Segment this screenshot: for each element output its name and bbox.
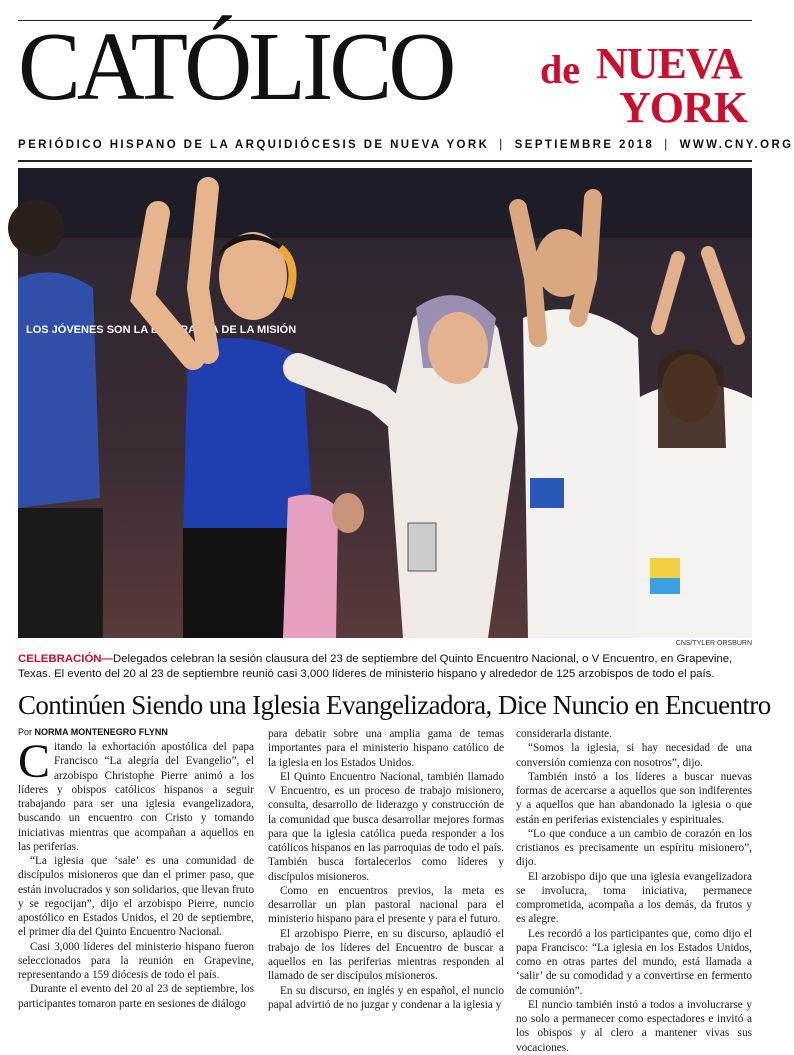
paragraph-text: itando la exhortación apostólica del papa Francisco “La alegría del Evangelio”, el arzobispo Christophe Pierre animó a los líderes y obispos católicos hispanos a seguir trabajando para ser una iglesia evangelizadora, buscando un encuentro con Cristo y tomando iniciativas mientras que acompañan a aquellos en las periferias. — [18, 741, 254, 853]
issue-date: SEPTIEMBRE 2018 — [514, 139, 655, 151]
paragraph — [18, 735, 254, 854]
paragraph: En su discurso, en inglés y en español, el nuncio papal advirtió de no juzgar y condenar a la iglesia y — [268, 984, 504, 1011]
separator: | — [664, 139, 670, 151]
paragraph: para debatir sobre una amplia gama de temas importantes para el ministerio hispano católico de la iglesia en los Estados Unidos. — [268, 728, 504, 769]
masthead-title: CATÓLICO — [18, 13, 453, 121]
paragraph: El arzobispo Pierre, en su discurso, aplaudió el trabajo de los líderes del Encuentro de buscar a aquellos en las periferias mientras responden al llamado de ser discípulos misioneros. — [268, 927, 504, 983]
masthead — [18, 13, 758, 134]
photo-caption — [18, 652, 752, 682]
masthead-subline — [18, 139, 794, 159]
paragraph: El Quinto Encuentro Nacional, también llamado V Encuentro, es un proceso de trabajo misionero, consulta, desarrollo de liderazgo y construcción de la comunidad que busca desarrollar mejores formas para que la iglesia católica pueda responder a los católicos hispanos en las parroquias de todo el país. También busca fortalecerlos como líderes y discípulos misioneros. — [268, 770, 504, 883]
masthead-york: YORK — [619, 83, 747, 132]
paragraph: considerarla distante. — [516, 728, 612, 740]
paragraph: También instó a los líderes a buscar nuevas formas de acercarse a aquellos que son indiferentes y a aquellos que han abandonado la iglesia o que están en periferias existenciales y espirituales. — [516, 770, 752, 826]
photo-credit: CNS/TYLER ORSBURN — [675, 640, 752, 647]
byline-prefix: Por — [18, 727, 33, 737]
paragraph: Durante el evento del 20 al 23 de septiembre, los participantes tomaron parte en sesiones de diálogo — [18, 983, 254, 1010]
masthead-nueva: NUEVA — [596, 39, 742, 88]
paragraph: “Lo que conduce a un cambio de corazón en los cristianos es precisamente un espíritu misionero”, dijo. — [516, 827, 752, 869]
paragraph: “La iglesia que ‘sale’ es una comunidad de discípulos misioneros que dan el primer paso, que están involucrados y son solidarios, que llevan fruto y se regocijan”, dijo el arzobispo Pierre, nuncio apostólico en Estados Unidos, el 20 de septiembre, el primer día del Quinto Encuentro Nacional. — [18, 855, 254, 939]
paragraph: El arzobispo dijo que una iglesia evangelizadora se involucra, toma iniciativa, permanece comprometida, acompaña a los demás, da frutos y es alegre. — [516, 870, 752, 926]
separator: | — [499, 139, 505, 151]
article-column-3 — [516, 727, 752, 1055]
masthead-subtitle: PERIÓDICO HISPANO DE LA ARQUIDIÓCESIS DE NUEVA YORK — [18, 139, 490, 151]
shirt-text: LOS JÓVENES SON LA ESPERANZA DE LA MISIÓN — [26, 324, 297, 336]
lead-photo — [18, 168, 752, 638]
article-headline[interactable]: Continúen Siendo una Iglesia Evangelizadora, Dice Nuncio en Encuentro — [18, 690, 771, 720]
masthead-bottom-rule — [18, 160, 752, 162]
article-column-2 — [268, 727, 504, 1012]
byline-author: NORMA MONTENEGRO FLYNN — [34, 727, 168, 737]
drop-cap: C — [18, 735, 51, 788]
paragraph: Casi 3,000 líderes del ministerio hispano fueron seleccionados para la reunión en Grapevine, representando a 159 diócesis de todo el país. — [18, 940, 254, 981]
masthead-de: de — [540, 47, 580, 92]
paragraph: “Somos la iglesia, si hay necesidad de una conversión comienza con nosotros”, dijo. — [516, 742, 752, 769]
paragraph: Como en encuentros previos, la meta es desarrollar un plan pastoral nacional para el ministerio hispano para el presente y para el futuro. — [268, 884, 504, 926]
paragraph: El nuncio también instó a todos a involucrarse y no solo a permanecer como espectadores e invitó a los obispos y al clero a mantener vivas sus vocaciones. — [516, 998, 752, 1054]
caption-lead: CELEBRACIÓN— — [18, 653, 113, 665]
paragraph: Les recordó a los participantes que, como dijo el papa Francisco: “La iglesia en los Estados Unidos, como en otras partes del mundo, está llamada a ‘salir’ de su comodidad y a convertirse en fermento de comunión”. — [516, 927, 752, 997]
caption-text: Delegados celebran la sesión clausura del 23 de septiembre del Quinto Encuentro Nacional, o V Encuentro, en Grapevine, Texas. El evento del 20 al 23 de septiembre reunió casi 3,000 líderes de ministerio hispano y alrededor de 125 arzobispos de todo el país. — [18, 653, 733, 680]
lead-photo-illustration — [18, 168, 752, 638]
article-column-1 — [18, 735, 254, 1011]
website-link[interactable]: WWW.CNY.ORG — [679, 139, 794, 151]
